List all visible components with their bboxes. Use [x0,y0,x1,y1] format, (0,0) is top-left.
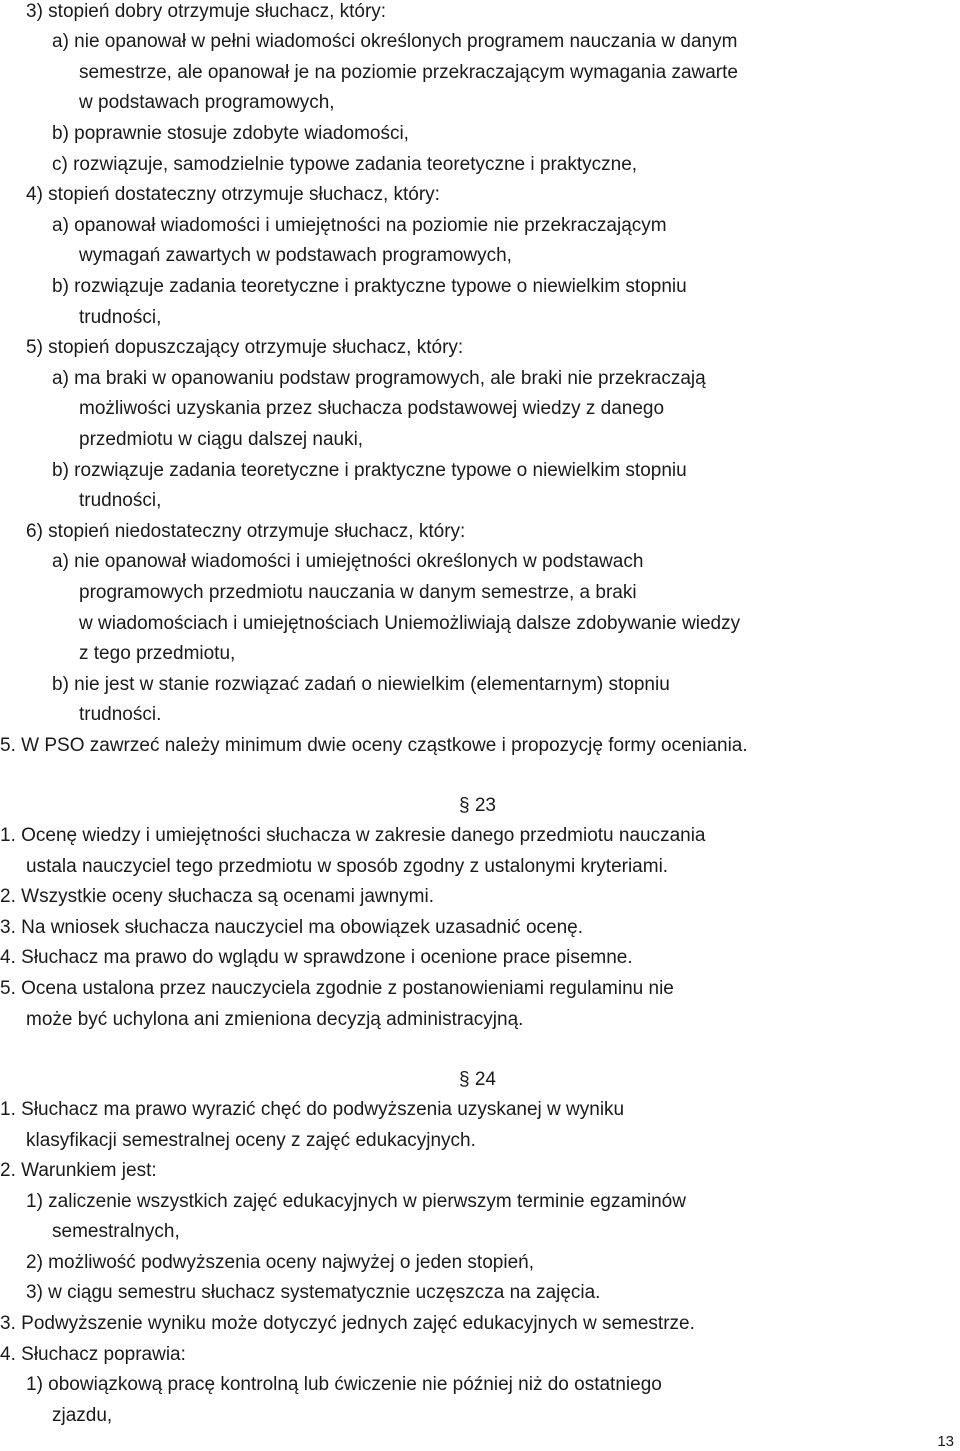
item-text: W PSO zawrzeć należy minimum dwie oceny cząstkowe i propozycję formy oceniania. [21,735,748,756]
list-item: b) rozwiązuje zadania teoretyczne i praktyczne typowe o niewielkim stopniu [52,276,687,297]
list-item: a) opanował wiadomości i umiejętności na poziomie nie przekraczającym [52,215,667,236]
list-item: wymagań zawartych w podstawach programowych, [79,245,512,266]
list-item: 1) zaliczenie wszystkich zajęć edukacyjnych w pierwszym terminie egzaminów [26,1191,686,1212]
list-item: 2) możliwość podwyższenia oceny najwyżej o jeden stopień, [26,1252,534,1273]
item-text: Ocena ustalona przez nauczyciela zgodnie z postanowieniami regulaminu nie [21,978,674,999]
item-number: 3. [0,917,16,938]
item-text: Słuchacz ma prawo wyrazić chęć do podwyższenia uzyskanej w wyniku [21,1099,625,1120]
list-item: trudności, [79,490,162,511]
item-number: 1. [0,1099,16,1120]
list-item: może być uchylona ani zmieniona decyzją administracyjną. [26,1009,524,1030]
item-number: 5. [0,978,16,999]
item-text: Warunkiem jest: [21,1160,157,1181]
item-number: 2. [0,886,16,907]
list-item: programowych przedmiotu nauczania w danym semestrze, a braki [79,582,637,603]
list-item: b) nie jest w stanie rozwiązać zadań o niewielkim (elementarnym) stopniu [52,674,670,695]
section-heading: § 23 [459,795,496,816]
list-item [0,916,583,940]
list-item: b) rozwiązuje zadania teoretyczne i praktyczne typowe o niewielkim stopniu [52,460,687,481]
item-text: Ocenę wiedzy i umiejętności słuchacza w zakresie danego przedmiotu nauczania [21,825,706,846]
item-number: 1. [0,825,16,846]
list-item [0,977,674,1001]
list-item: zjazdu, [52,1405,113,1426]
list-item [0,885,434,909]
list-item: 1) obowiązkową pracę kontrolną lub ćwiczenie nie później niż do ostatniego [26,1374,662,1395]
item-text: Słuchacz poprawia: [21,1344,186,1365]
item-number: 4. [0,947,16,968]
list-item: a) ma braki w opanowaniu podstaw programowych, ale braki nie przekraczają [52,368,706,389]
item-number: 4. [0,1344,16,1365]
list-item: ustala nauczyciel tego przedmiotu w sposób zgodny z ustalonymi kryteriami. [26,856,669,877]
list-item [0,946,633,970]
list-item: 6) stopień niedostateczny otrzymuje słuchacz, który: [26,521,466,542]
list-item: 4) stopień dostateczny otrzymuje słuchacz, który: [26,184,440,205]
list-item: semestrze, ale opanował je na poziomie przekraczającym wymagania zawarte [79,62,738,83]
item-text: Na wniosek słuchacza nauczyciel ma obowiązek uzasadnić ocenę. [21,917,583,938]
item-text: Podwyższenie wyniku może dotyczyć jednych zajęć edukacyjnych w semestrze. [21,1313,695,1334]
item-number: 2. [0,1160,16,1181]
list-item: 3) w ciągu semestru słuchacz systematycznie uczęszcza na zajęcia. [26,1282,601,1303]
list-item [0,1343,186,1367]
list-item: trudności, [79,307,162,328]
list-item: trudności. [79,704,162,725]
list-item: a) nie opanował wiadomości i umiejętności określonych w podstawach [52,551,644,572]
item-number: 3. [0,1313,16,1334]
item-text: Wszystkie oceny słuchacza są ocenami jawnymi. [21,886,435,907]
list-item: a) nie opanował w pełni wiadomości określonych programem nauczania w danym [52,31,738,52]
list-item: w podstawach programowych, [79,92,335,113]
list-item [0,824,706,848]
list-item: możliwości uzyskania przez słuchacza podstawowej wiedzy z danego [79,398,665,419]
list-item: z tego przedmiotu, [79,643,236,664]
list-item: b) poprawnie stosuje zdobyte wiadomości, [52,123,409,144]
page-number: 13 [937,1433,954,1450]
list-item: 3) stopień dobry otrzymuje słuchacz, który: [26,1,387,22]
list-item [0,734,748,758]
list-item: c) rozwiązuje, samodzielnie typowe zadania teoretyczne i praktyczne, [52,154,638,175]
list-item [0,1159,157,1183]
item-text: Słuchacz ma prawo do wglądu w sprawdzone i ocenione prace pisemne. [21,947,633,968]
list-item: 5) stopień dopuszczający otrzymuje słuchacz, który: [26,337,464,358]
section-heading: § 24 [459,1069,496,1090]
list-item: w wiadomościach i umiejętnościach Uniemożliwiają dalsze zdobywanie wiedzy [79,613,741,634]
list-item: przedmiotu w ciągu dalszej nauki, [79,429,364,450]
list-item [0,1312,695,1336]
list-item: klasyfikacji semestralnej oceny z zajęć edukacyjnych. [26,1130,476,1151]
list-item: semestralnych, [52,1221,180,1242]
item-number: 5. [0,735,16,756]
list-item [0,1098,624,1122]
